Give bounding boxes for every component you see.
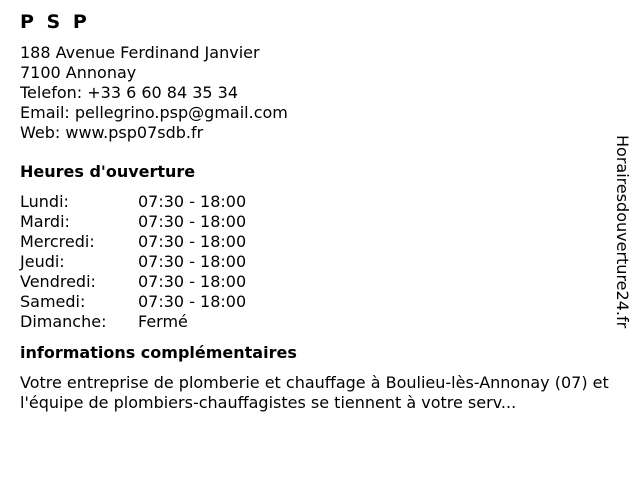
hours-row-sunday — [20, 312, 612, 332]
time-value: 07:30 - 18:00 — [138, 232, 247, 251]
additional-info-heading: informations complémentaires — [20, 343, 297, 362]
hours-row-wednesday — [20, 232, 612, 252]
hours-row-saturday — [20, 292, 612, 312]
day-label: Jeudi: — [20, 252, 65, 271]
hours-row-tuesday — [20, 212, 612, 232]
phone-line: Telefon: +33 6 60 84 35 34 — [20, 83, 239, 102]
opening-hours-table — [20, 192, 612, 332]
email-line: Email: pellegrino.psp@gmail.com — [20, 103, 288, 122]
day-label: Mardi: — [20, 212, 70, 231]
hours-row-thursday — [20, 252, 612, 272]
day-label: Mercredi: — [20, 232, 95, 251]
time-value: 07:30 - 18:00 — [138, 252, 247, 271]
opening-hours-heading: Heures d'ouverture — [20, 162, 196, 181]
additional-info-text: Votre entreprise de plomberie et chauffage à Boulieu-lès-Annonay (07) et l'équipe de plombiers-chauffagistes se tiennent à votre serv... — [20, 373, 609, 412]
time-value: 07:30 - 18:00 — [138, 292, 247, 311]
hours-row-monday — [20, 192, 612, 212]
day-label: Lundi: — [20, 192, 69, 211]
business-card — [20, 10, 612, 413]
time-value: 07:30 - 18:00 — [138, 192, 247, 211]
address-city: 7100 Annonay — [20, 63, 137, 82]
day-label: Vendredi: — [20, 272, 96, 291]
time-value: 07:30 - 18:00 — [138, 272, 247, 291]
watermark-text: Horairesdouverture24.fr — [613, 135, 632, 329]
address-street: 188 Avenue Ferdinand Janvier — [20, 43, 260, 62]
company-name: P S P — [20, 11, 90, 33]
day-label: Samedi: — [20, 292, 86, 311]
web-line: Web: www.psp07sdb.fr — [20, 123, 204, 142]
time-value: Fermé — [138, 312, 188, 331]
day-label: Dimanche: — [20, 312, 107, 331]
time-value: 07:30 - 18:00 — [138, 212, 247, 231]
hours-row-friday — [20, 272, 612, 292]
